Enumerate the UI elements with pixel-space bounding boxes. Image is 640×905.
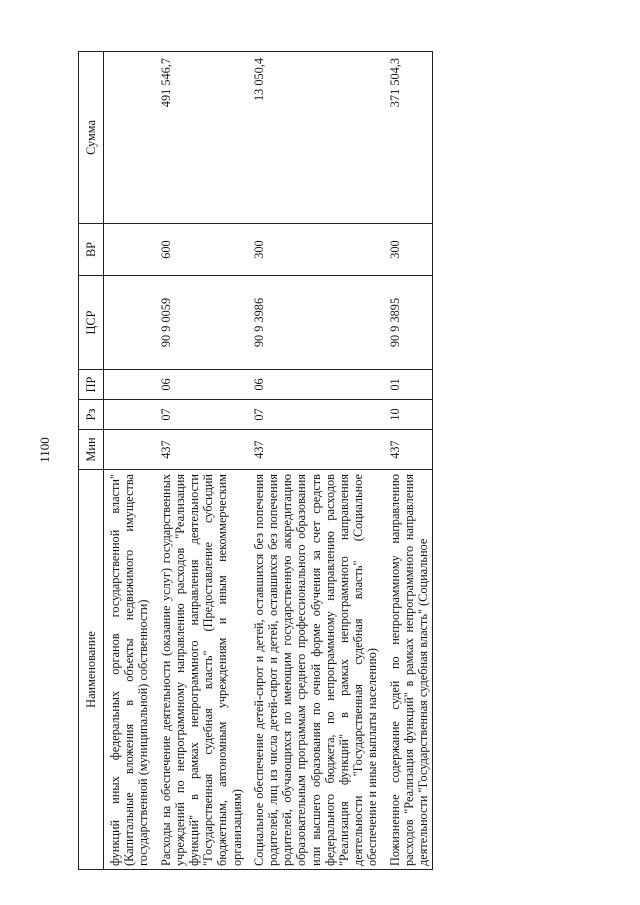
row-pr: 01 [382, 370, 433, 400]
row-rz [104, 400, 153, 430]
row-sum: 371 504,3 [382, 52, 433, 224]
row-vr [104, 224, 153, 276]
header-rz: Рз [79, 400, 104, 430]
header-min: Мин [79, 430, 104, 470]
row-pr: 06 [246, 370, 382, 400]
budget-table [78, 51, 433, 870]
page-number: 1100 [37, 437, 52, 463]
row-csr: 90 9 3895 [382, 276, 433, 370]
row-pr [104, 370, 153, 400]
header-vr: ВР [79, 224, 104, 276]
row-name: функций иных федеральных органов государственной власти" (Капитальные вложения в объекты недвижимого имущества государственной (муниципальной) собственности) [104, 470, 153, 870]
header-csr: ЦСР [79, 276, 104, 370]
row-vr: 300 [382, 224, 433, 276]
row-sum [104, 52, 153, 224]
row-csr: 90 9 0059 [153, 276, 246, 370]
row-rz: 07 [246, 400, 382, 430]
row-min: 437 [382, 430, 433, 470]
table-row [153, 52, 246, 870]
header-sum: Сумма [79, 52, 104, 224]
table-row [104, 52, 153, 870]
header-pr: ПР [79, 370, 104, 400]
row-sum: 13 050,4 [246, 52, 382, 224]
row-min: 437 [153, 430, 246, 470]
table-row [382, 52, 433, 870]
row-rz: 07 [153, 400, 246, 430]
row-csr [104, 276, 153, 370]
row-sum: 491 546,7 [153, 52, 246, 224]
row-vr: 300 [246, 224, 382, 276]
budget-table-page [78, 52, 609, 870]
row-name: Расходы на обеспечение деятельности (оказание услуг) государственных учреждений по непрограммному направлению расходов "Реализация функций" в рамках непрограммного направления деятельности "Государственная судебная власть" (Предоставление субсидий бюджетным, автономным учреждениям и иным некоммерческим организациям) [153, 470, 246, 870]
table-row [246, 52, 382, 870]
header-name: Наименование [79, 470, 104, 870]
row-csr: 90 9 3986 [246, 276, 382, 370]
row-name: Социальное обеспечение детей-сирот и детей, оставшихся без попечения родителей, лиц из числа детей-сирот и детей, оставшихся без попечения родителей, обучающихся по имеющим государственную аккредитацию образовательным программам среднего профессионального образования или высшего образования по очной форме обучения за счет средств федерального бюджета, по непрограммному направлению расходов "Реализация функций" в рамках непрограммного направления деятельности "Государственная судебная власть" (Социальное обеспечение и иные выплаты населению) [246, 470, 382, 870]
row-min: 437 [246, 430, 382, 470]
row-vr: 600 [153, 224, 246, 276]
row-pr: 06 [153, 370, 246, 400]
table-header-row [79, 52, 104, 870]
row-min [104, 430, 153, 470]
row-rz: 10 [382, 400, 433, 430]
row-name: Пожизненное содержание судей по непрограммному направлению расходов "Реализация функций" в рамках непрограммного направления деятельности "Государственная судебная власть" (Социальное [382, 470, 433, 870]
